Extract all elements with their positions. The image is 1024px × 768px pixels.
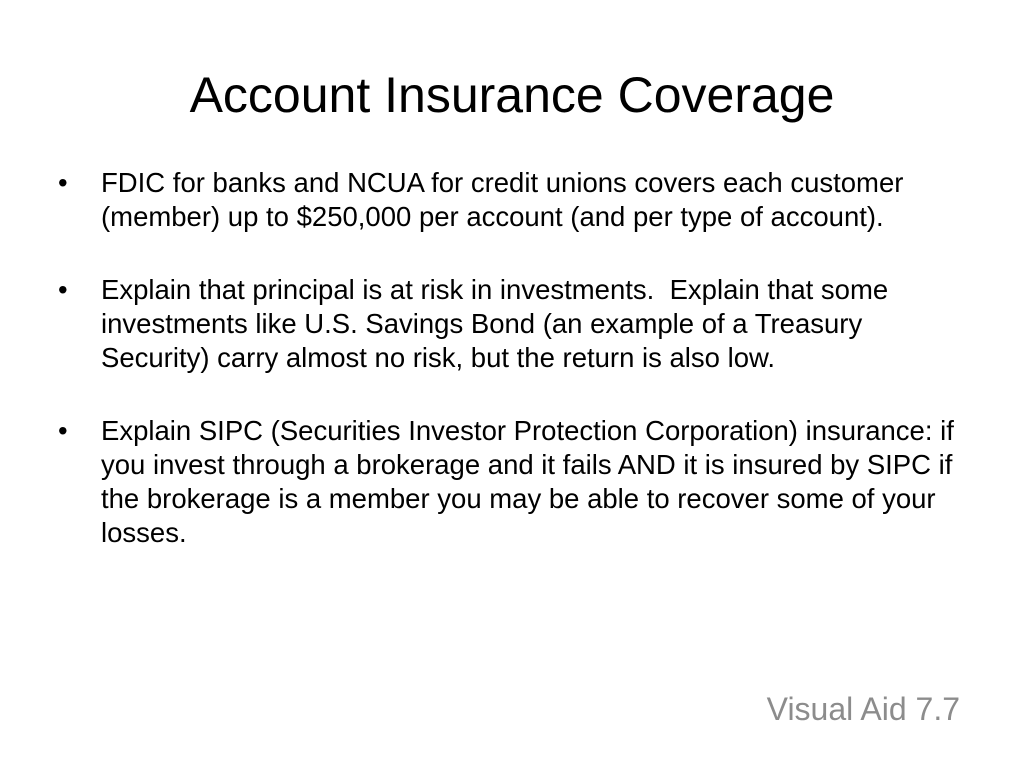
- bullet-dot-icon: •: [58, 274, 68, 305]
- bullet-text-principal-risk: Explain that principal is at risk in investments. Explain that some investments like U.S. Savings Bond (an example of a Treasury Security) carry almost no risk, but the return is also low.: [101, 274, 896, 373]
- bullet-item-sipc: [58, 414, 970, 550]
- bullet-text-fdic-ncua: FDIC for banks and NCUA for credit unions covers each customer (member) up to $250,000 per account (and per type of account).: [101, 167, 904, 232]
- visual-aid-label: Visual Aid 7.7: [766, 691, 960, 727]
- bullet-text-sipc: Explain SIPC (Securities Investor Protection Corporation) insurance: if you invest through a brokerage and it fails AND it is insured by SIPC if the brokerage is a member you may be able to recover some of your losses.: [101, 415, 954, 548]
- bullet-list: [58, 166, 970, 589]
- bullet-item-principal-risk: [58, 273, 970, 375]
- bullet-dot-icon: •: [58, 167, 68, 198]
- bullet-item-fdic-ncua: [58, 166, 970, 234]
- slide-title: Account Insurance Coverage: [189, 67, 835, 123]
- bullet-dot-icon: •: [58, 415, 68, 446]
